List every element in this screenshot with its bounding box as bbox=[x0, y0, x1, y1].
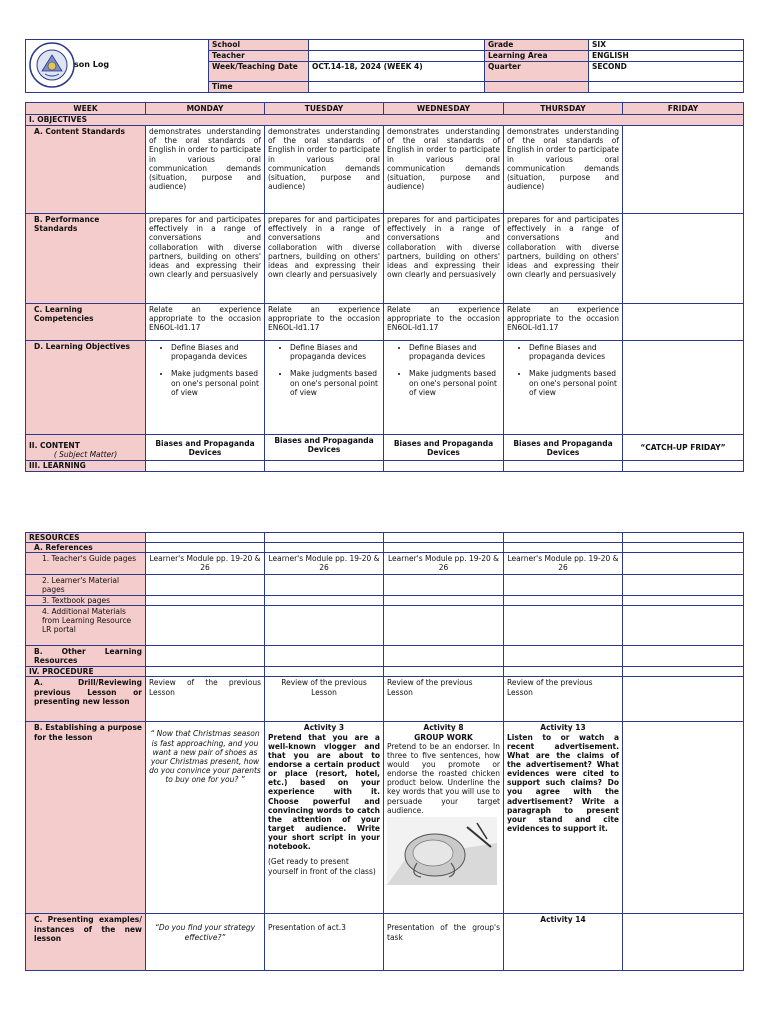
competencies-tue: Relate an experience appropriate to the occasion EN6OL-Id1.17 bbox=[265, 304, 384, 341]
activity-instructions: Pretend that you are a well-known vlogger and that you are about to endorse a certain product or place (resort, hotel, etc.) based on your experience with it. Choose powerful and convincing words to catch the attention of your target audience. Write your short script in your notebook. bbox=[268, 732, 380, 852]
header-table bbox=[25, 39, 744, 93]
tg-fri bbox=[623, 553, 744, 574]
purpose-label: B. Establishing a purpose for the lesson bbox=[26, 722, 146, 914]
performance-standards-tue: prepares for and participates effectively in a range of conversations and collaboration with diverse partners, building on others' ideas and expressing their own clearly and persuasively bbox=[265, 214, 384, 304]
other-mon bbox=[146, 645, 265, 666]
activity-title: Activity 13 bbox=[540, 723, 586, 733]
purpose-thu bbox=[504, 722, 623, 914]
drill-label: A. Drill/Reviewing previous Lesson or presenting new lesson bbox=[26, 677, 146, 722]
learners-material-label: 2. Learner's Material pages bbox=[26, 574, 146, 595]
ref-tue bbox=[265, 543, 384, 553]
examples-tue: Presentation of act.3 bbox=[265, 914, 384, 971]
res-thu bbox=[504, 533, 623, 543]
objective-item: • Define Biases and propaganda devices bbox=[171, 343, 261, 361]
add-thu bbox=[504, 605, 623, 645]
tb-thu bbox=[504, 595, 623, 605]
topic-tue: Biases and Propaganda Devices bbox=[265, 435, 384, 461]
tg-tue: Learner's Module pp. 19-20 & 26 bbox=[265, 553, 384, 574]
purpose-fri bbox=[623, 722, 744, 914]
tg-mon: Learner's Module pp. 19-20 & 26 bbox=[146, 553, 265, 574]
content-standards-mon: demonstrates understanding of the oral standards of English in order to participate in various oral communication demands (situation, purpose and audience) bbox=[146, 126, 265, 214]
topic-fri: “CATCH-UP FRIDAY” bbox=[623, 435, 744, 461]
other-wed bbox=[384, 645, 504, 666]
performance-standards-wed: prepares for and participates effectively in a range of conversations and collaboration with diverse partners, building on others' ideas and expressing their own clearly and persuasively bbox=[384, 214, 504, 304]
ref-fri bbox=[623, 543, 744, 553]
activity-note: (Get ready to present yourself in front of the class) bbox=[268, 857, 376, 876]
teachers-guide-label: 1. Teacher's Guide pages bbox=[26, 553, 146, 574]
competencies-wed: Relate an experience appropriate to the occasion EN6OL-Id1.17 bbox=[384, 304, 504, 341]
content-subheading: ( Subject Matter) bbox=[53, 450, 118, 459]
examples-fri bbox=[623, 914, 744, 971]
teacher-label: Teacher bbox=[209, 51, 309, 62]
learning-thu bbox=[504, 461, 623, 472]
tg-thu: Learner's Module pp. 19-20 & 26 bbox=[504, 553, 623, 574]
roasted-chicken-image bbox=[387, 817, 497, 885]
activity-title: Activity 3 bbox=[303, 723, 345, 733]
ref-mon bbox=[146, 543, 265, 553]
drill-mon: Review of the previous Lesson bbox=[146, 677, 265, 722]
col-week: WEEK bbox=[26, 103, 146, 115]
performance-standards-mon: prepares for and participates effectively in a range of conversations and collaboration with diverse partners, building on others' ideas and expressing their own clearly and persuasively bbox=[146, 214, 265, 304]
additional-materials-label: 4. Additional Materials from Learning Resource LR portal bbox=[26, 605, 146, 645]
purpose-mon: “ Now that Christmas season is fast approaching, and you want a new pair of shoes as your Christmas present, how do you convince your parents to buy one for you? ” bbox=[146, 722, 265, 914]
examples-label: C. Presenting examples/ instances of the new lesson bbox=[26, 914, 146, 971]
content-standards-fri bbox=[623, 126, 744, 214]
objectives-heading: I. OBJECTIVES bbox=[26, 115, 744, 126]
performance-standards-thu: prepares for and participates effectively in a range of conversations and collaboration with diverse partners, building on others' ideas and expressing their own clearly and persuasively bbox=[504, 214, 623, 304]
tb-wed bbox=[384, 595, 504, 605]
other-fri bbox=[623, 645, 744, 666]
learning-heading: III. LEARNING bbox=[26, 461, 146, 472]
quarter-label: Quarter bbox=[485, 62, 589, 82]
drill-fri bbox=[623, 677, 744, 722]
activity-subtitle: GROUP WORK bbox=[414, 732, 473, 742]
objectives-mon bbox=[146, 341, 265, 435]
learning-tue bbox=[265, 461, 384, 472]
objective-item: • Define Biases and propaganda devices bbox=[529, 343, 619, 361]
res-wed bbox=[384, 533, 504, 543]
textbook-label: 3. Textbook pages bbox=[26, 595, 146, 605]
lm-thu bbox=[504, 574, 623, 595]
time-label: Time bbox=[209, 82, 309, 93]
objective-item: • Make judgments based on one's personal point of view bbox=[171, 369, 261, 396]
drill-wed: Review of the previous Lesson bbox=[384, 677, 504, 722]
week-date-label: Week/Teaching Date bbox=[209, 62, 309, 82]
lm-wed bbox=[384, 574, 504, 595]
lm-fri bbox=[623, 574, 744, 595]
school-value bbox=[309, 40, 485, 51]
col-friday: FRIDAY bbox=[623, 103, 744, 115]
ref-thu bbox=[504, 543, 623, 553]
objectives-thu bbox=[504, 341, 623, 435]
activity-instructions: Listen to or watch a recent advertisement. What are the claims of the advertisement? What evidences were cited to support such claims? Do you agree with the advertisement? Write a paragraph to present your stand and cite evidences to support it. bbox=[507, 732, 619, 833]
res-mon bbox=[146, 533, 265, 543]
objective-item: • Make judgments based on one's personal point of view bbox=[529, 369, 619, 396]
add-fri bbox=[623, 605, 744, 645]
tb-tue bbox=[265, 595, 384, 605]
tg-wed: Learner's Module pp. 19-20 & 26 bbox=[384, 553, 504, 574]
examples-mon: “Do you find your strategy effective?” bbox=[146, 914, 265, 971]
competencies-fri bbox=[623, 304, 744, 341]
competencies-mon: Relate an experience appropriate to the occasion EN6OL-Id1.17 bbox=[146, 304, 265, 341]
blank-value bbox=[589, 82, 744, 93]
dll-table-bottom bbox=[25, 532, 744, 971]
procedure-heading: IV. PROCEDURE bbox=[26, 667, 146, 677]
col-monday: MONDAY bbox=[146, 103, 265, 115]
logo-cell bbox=[26, 40, 209, 93]
proc-thu bbox=[504, 667, 623, 677]
quarter-value: SECOND bbox=[589, 62, 744, 82]
learning-area-value: ENGLISH bbox=[589, 51, 744, 62]
objective-item: • Make judgments based on one's personal point of view bbox=[290, 369, 380, 396]
learning-area-label: Learning Area bbox=[485, 51, 589, 62]
objectives-wed bbox=[384, 341, 504, 435]
resources-heading: RESOURCES bbox=[26, 533, 146, 543]
grade-label: Grade bbox=[485, 40, 589, 51]
col-thursday: THURSDAY bbox=[504, 103, 623, 115]
log-title: son Log bbox=[74, 60, 110, 69]
time-value bbox=[309, 82, 485, 93]
objectives-fri bbox=[623, 341, 744, 435]
lm-tue bbox=[265, 574, 384, 595]
lm-mon bbox=[146, 574, 265, 595]
school-label: School bbox=[209, 40, 309, 51]
examples-wed: Presentation of the group's task bbox=[384, 914, 504, 971]
res-fri bbox=[623, 533, 744, 543]
objective-item: • Make judgments based on one's personal point of view bbox=[409, 369, 500, 396]
activity-instructions: Pretend to be an endorser. In three to five sentences, how would you promote or endorse the roasted chicken product below. Underline the key words that you will use to persuade your target audience. bbox=[387, 741, 500, 815]
content-standards-wed: demonstrates understanding of the oral standards of English in order to participate in various oral communication demands (situation, purpose and audience) bbox=[384, 126, 504, 214]
learning-fri bbox=[623, 461, 744, 472]
references-label: A. References bbox=[26, 543, 146, 553]
other-tue bbox=[265, 645, 384, 666]
learning-wed bbox=[384, 461, 504, 472]
purpose-wed bbox=[384, 722, 504, 914]
proc-tue bbox=[265, 667, 384, 677]
proc-fri bbox=[623, 667, 744, 677]
content-standards-label: A. Content Standards bbox=[26, 126, 146, 214]
col-tuesday: TUESDAY bbox=[265, 103, 384, 115]
objective-item: • Define Biases and propaganda devices bbox=[409, 343, 500, 361]
topic-mon: Biases and Propaganda Devices bbox=[146, 435, 265, 461]
proc-wed bbox=[384, 667, 504, 677]
blank-label bbox=[485, 82, 589, 93]
ref-wed bbox=[384, 543, 504, 553]
week-date-value: OCT.14-18, 2024 (WEEK 4) bbox=[309, 62, 485, 82]
examples-thu: Activity 14 bbox=[504, 914, 623, 971]
content-standards-thu: demonstrates understanding of the oral standards of English in order to participate in various oral communication demands (situation, purpose and audience) bbox=[504, 126, 623, 214]
tb-fri bbox=[623, 595, 744, 605]
proc-mon bbox=[146, 667, 265, 677]
competencies-label: C. Learning Competencies bbox=[26, 304, 146, 341]
purpose-tue bbox=[265, 722, 384, 914]
grade-value: SIX bbox=[589, 40, 744, 51]
tb-mon bbox=[146, 595, 265, 605]
objectives-tue bbox=[265, 341, 384, 435]
learning-mon bbox=[146, 461, 265, 472]
add-tue bbox=[265, 605, 384, 645]
performance-standards-fri bbox=[623, 214, 744, 304]
teacher-value bbox=[309, 51, 485, 62]
res-tue bbox=[265, 533, 384, 543]
dll-table-top bbox=[25, 102, 744, 472]
content-standards-tue: demonstrates understanding of the oral standards of English in order to participate in various oral communication demands (situation, purpose and audience) bbox=[265, 126, 384, 214]
competencies-thu: Relate an experience appropriate to the occasion EN6OL-Id1.17 bbox=[504, 304, 623, 341]
activity-title: Activity 8 bbox=[423, 723, 464, 733]
learning-objectives-label: D. Learning Objectives bbox=[26, 341, 146, 435]
performance-standards-label: B. Performance Standards bbox=[26, 214, 146, 304]
col-wednesday: WEDNESDAY bbox=[384, 103, 504, 115]
deped-seal-icon bbox=[28, 41, 76, 89]
topic-wed: Biases and Propaganda Devices bbox=[384, 435, 504, 461]
other-resources-label: B. Other Learning Resources bbox=[26, 645, 146, 666]
content-heading: II. CONTENT bbox=[29, 440, 80, 450]
objective-item: • Define Biases and propaganda devices bbox=[290, 343, 380, 361]
add-mon bbox=[146, 605, 265, 645]
topic-thu: Biases and Propaganda Devices bbox=[504, 435, 623, 461]
content-label bbox=[26, 435, 146, 461]
drill-tue: Review of the previous Lesson bbox=[265, 677, 384, 722]
add-wed bbox=[384, 605, 504, 645]
other-thu bbox=[504, 645, 623, 666]
drill-thu: Review of the previous Lesson bbox=[504, 677, 623, 722]
